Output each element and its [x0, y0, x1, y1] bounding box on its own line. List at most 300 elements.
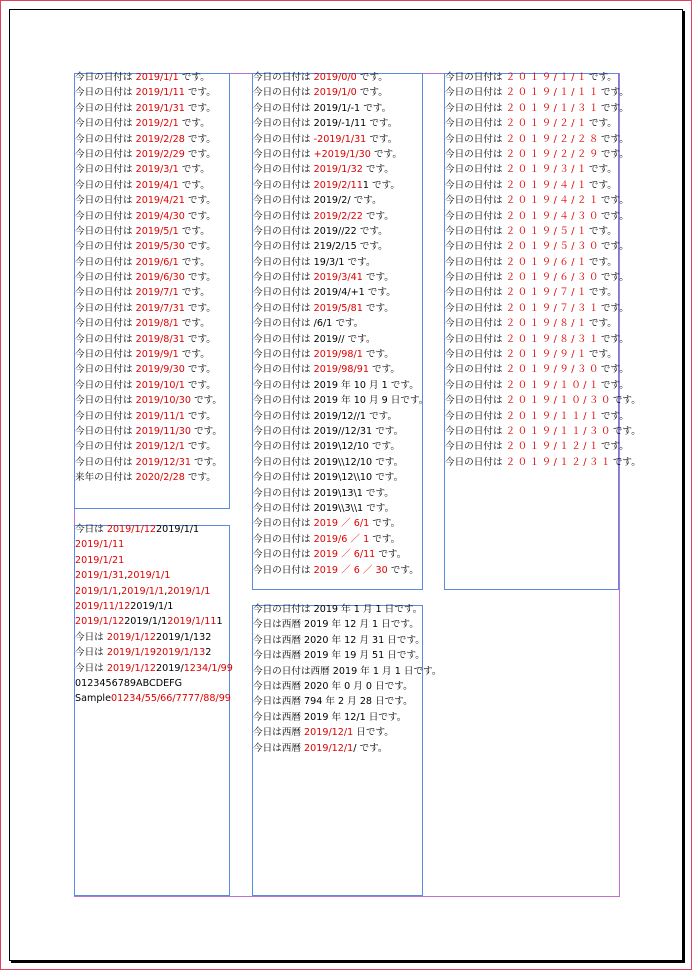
text-line	[75, 393, 222, 408]
text-segment: です。	[600, 410, 629, 422]
text-line	[75, 132, 222, 147]
text-line	[253, 648, 441, 663]
text-line	[75, 285, 222, 300]
text-segment: 2019/2/29	[135, 148, 185, 160]
text-segment: 今日の日付は	[253, 533, 314, 545]
text-line	[253, 532, 428, 547]
text-segment: です。	[588, 72, 617, 83]
text-line	[445, 85, 641, 100]
text-line	[75, 424, 222, 439]
text-segment: です。	[588, 164, 617, 176]
text-segment: 今日の日付は	[445, 349, 506, 361]
text-segment: 今日の日付は	[253, 164, 314, 176]
text-segment: 今日の日付は 2019\12\\10 です。	[253, 472, 404, 484]
text-line	[253, 741, 441, 756]
text-segment: ２０１９/１２/３１	[505, 456, 613, 468]
text-segment: 2019/8/31	[135, 333, 185, 345]
text-line	[75, 147, 222, 162]
text-segment: です。	[588, 179, 617, 191]
text-segment: 今日の日付は	[75, 118, 136, 130]
text-line	[75, 255, 222, 270]
text-line	[445, 116, 641, 131]
text-line	[253, 486, 428, 501]
text-line	[253, 470, 428, 485]
text-segment: です。	[362, 349, 394, 361]
text-segment: です。	[600, 441, 629, 453]
text-segment: 2019/0/0	[313, 72, 357, 83]
text-segment: 2019 ／ 6/11	[313, 549, 376, 561]
text-line	[445, 70, 641, 85]
text-segment: ２０１９/７/１	[505, 287, 589, 299]
text-segment: です。	[600, 133, 629, 145]
text-line	[445, 178, 641, 193]
text-line	[75, 599, 233, 614]
text-line	[75, 362, 222, 377]
text-line	[445, 285, 641, 300]
text-segment: 2	[205, 647, 212, 659]
text-line	[445, 132, 641, 147]
text-segment: 2019/1/1	[127, 570, 171, 582]
text-line	[75, 178, 222, 193]
text-line	[75, 553, 233, 568]
text-segment: 今日の日付は 2019\\3\\1 です。	[253, 502, 395, 514]
text-segment: です。	[369, 518, 401, 530]
text-segment: です。	[178, 256, 210, 268]
text-segment: 2019/1/1	[75, 585, 119, 597]
text-line	[75, 224, 222, 239]
text-segment: 2019/10/30	[135, 395, 191, 407]
text-segment: です。	[184, 472, 216, 484]
text-segment: です。	[184, 133, 216, 145]
text-segment: です。	[600, 272, 629, 284]
text-segment: 今日の日付は	[75, 379, 136, 391]
text-segment: ２０１９/１０/１	[505, 379, 601, 391]
text-segment: 今日の日付は	[253, 518, 314, 530]
text-segment: 今日は西暦	[253, 727, 305, 739]
text-line	[75, 101, 222, 116]
text-line	[253, 694, 441, 709]
text-segment: 今日の日付は西暦 2019 年 1 月 1 日です。	[253, 665, 442, 677]
text-line	[445, 239, 641, 254]
text-line	[445, 393, 641, 408]
text-segment: 2019/1/0	[313, 87, 357, 99]
text-segment: です。	[600, 87, 629, 99]
text-segment: 2019/4/30	[135, 210, 185, 222]
text-line	[253, 409, 428, 424]
text-segment: です。	[600, 302, 629, 314]
text-segment: 2019/1/12	[106, 631, 157, 643]
text-segment: 今日の日付は	[445, 272, 506, 284]
text-segment: 今日の日付は 19/3/1 です。	[253, 256, 376, 268]
text-segment: です。	[184, 379, 216, 391]
text-line	[445, 162, 641, 177]
text-segment: ２０１９/６/１	[505, 256, 589, 268]
text-segment: です。	[612, 425, 641, 437]
text-segment: 今日の日付は	[445, 210, 506, 222]
text-line	[75, 162, 222, 177]
text-segment: 今日の日付は	[445, 364, 506, 376]
text-segment: 2019/4/1	[135, 179, 179, 191]
text-segment: です。	[178, 287, 210, 299]
text-line	[253, 547, 428, 562]
text-line	[445, 439, 641, 454]
text-segment: 今日の日付は 219/2/15 です。	[253, 241, 388, 253]
text-segment: 今日の日付は	[253, 72, 314, 83]
text-segment: です。	[178, 225, 210, 237]
text-line	[75, 70, 222, 85]
text-segment: 今日の日付は	[253, 564, 314, 576]
text-line	[253, 85, 428, 100]
text-segment: 2019/11/12	[75, 600, 131, 612]
text-segment: 今日の日付は 2019\12/10 です。	[253, 441, 400, 453]
text-segment: 2019/1/1	[135, 72, 179, 83]
text-segment: です。	[600, 148, 629, 160]
text-segment: です。	[184, 302, 216, 314]
text-segment: 2019/11/1	[135, 410, 185, 422]
text-segment: ２０１９/１１/３０	[505, 425, 613, 437]
text-line	[253, 270, 428, 285]
text-segment: 今日の日付は 2019/2/ です。	[253, 195, 382, 207]
text-line	[75, 378, 222, 393]
text-segment: 今日の日付は	[445, 302, 506, 314]
text-line	[253, 301, 428, 316]
text-segment: 今日は	[75, 662, 107, 674]
text-segment: 2019/1/132	[156, 631, 212, 643]
text-segment: 今日の日付は	[445, 164, 506, 176]
frame-1-text	[75, 70, 222, 486]
text-line	[445, 378, 641, 393]
text-segment: 今日の日付は	[75, 287, 136, 299]
text-segment: です。	[600, 379, 629, 391]
text-segment: です。	[178, 72, 210, 83]
text-line	[253, 439, 428, 454]
text-line	[253, 455, 428, 470]
text-segment: 今日の日付は	[75, 72, 136, 83]
text-segment: 今日の日付は	[75, 87, 136, 99]
text-segment: です。	[178, 179, 210, 191]
text-line	[75, 209, 222, 224]
text-line	[445, 332, 641, 347]
text-segment: 今日の日付は	[75, 395, 136, 407]
text-segment: ２０１９/２/１	[505, 118, 589, 130]
text-segment: 今日の日付は	[445, 287, 506, 299]
text-segment: 今日の日付は	[445, 148, 506, 160]
text-line	[253, 393, 428, 408]
text-segment: 1	[216, 616, 223, 628]
text-segment: 2019/1/1	[121, 585, 165, 597]
text-segment: です。	[184, 333, 216, 345]
text-segment: 今日の日付は 2019/1/-1 です。	[253, 102, 392, 114]
text-line	[75, 193, 222, 208]
text-line	[75, 409, 222, 424]
text-segment: です。	[190, 425, 222, 437]
text-segment: です。	[184, 195, 216, 207]
text-segment: 今日の日付は	[445, 256, 506, 268]
text-line	[253, 424, 428, 439]
text-segment: です。	[184, 241, 216, 253]
text-segment: です。	[190, 395, 222, 407]
text-line	[253, 563, 428, 578]
text-line	[445, 270, 641, 285]
text-line	[253, 101, 428, 116]
text-segment: です。	[612, 395, 641, 407]
text-segment: です。	[600, 364, 629, 376]
text-segment: Sample	[75, 693, 111, 705]
text-segment: 2019/12/31	[135, 456, 191, 468]
text-line	[253, 332, 428, 347]
text-segment: ２０１９/５/１	[505, 225, 589, 237]
text-segment: です。	[178, 118, 210, 130]
text-segment: です。	[356, 72, 388, 83]
text-segment: 今日の日付は 2019// です。	[253, 333, 376, 345]
text-line	[253, 501, 428, 516]
text-segment: 2019/3/1	[135, 164, 179, 176]
text-segment: ,	[164, 585, 168, 597]
text-line	[75, 347, 222, 362]
text-segment: 2019/5/1	[135, 225, 179, 237]
text-segment: です。	[184, 272, 216, 284]
text-line	[75, 470, 222, 485]
text-segment: 今日の日付は	[75, 302, 136, 314]
text-line	[445, 301, 641, 316]
text-segment: 今日の日付は	[253, 87, 314, 99]
text-segment: 今日の日付は	[75, 179, 136, 191]
text-segment: 今日の日付は	[75, 318, 136, 330]
text-segment: 0123456789ABCDEFG	[75, 677, 183, 689]
text-line	[75, 332, 222, 347]
text-segment: 2019/1/11	[75, 539, 125, 551]
text-segment: 今日の日付は	[75, 456, 136, 468]
frame-4-text	[75, 522, 233, 707]
text-segment: 今日の日付は	[445, 225, 506, 237]
text-line	[445, 347, 641, 362]
text-segment: 今日の日付は	[445, 456, 506, 468]
text-segment: 01234/55/66/7777/88/99	[110, 693, 231, 705]
text-segment: 今日の日付は 2019/12//1 です。	[253, 410, 398, 422]
text-segment: 今日の日付は	[75, 256, 136, 268]
text-line	[75, 270, 222, 285]
frame-5-text	[253, 602, 441, 756]
text-segment: 1 です。	[362, 179, 400, 191]
text-segment: ２０１９/１２/１	[505, 441, 601, 453]
text-line	[253, 316, 428, 331]
text-segment: 2019/5/30	[135, 241, 185, 253]
text-line	[75, 676, 233, 691]
text-segment: 今日の日付は 2019/4/+1 です。	[253, 287, 396, 299]
text-line	[253, 378, 428, 393]
text-segment: 今日の日付は	[445, 395, 506, 407]
text-segment: 2019/2/28	[135, 133, 185, 145]
text-segment: 今日の日付は	[253, 210, 314, 222]
text-line	[445, 101, 641, 116]
text-segment: 2019/1/13	[156, 647, 206, 659]
text-line	[75, 691, 233, 706]
text-segment: 日です。	[353, 727, 394, 739]
text-segment: 2019/1/1	[124, 616, 168, 628]
text-line	[253, 710, 441, 725]
frame-3-text	[445, 70, 641, 470]
text-segment: です。	[375, 549, 407, 561]
text-line	[75, 239, 222, 254]
text-segment: です。	[387, 564, 419, 576]
text-segment: -2019/1/31	[313, 133, 367, 145]
text-segment: 2019/3/41	[313, 272, 363, 284]
text-segment: です。	[368, 364, 400, 376]
text-segment: 今日の日付は	[75, 441, 136, 453]
text-segment: 今日は西暦	[253, 742, 305, 754]
text-segment: 2019/11/30	[135, 425, 191, 437]
text-segment: 2019/12/1	[304, 742, 354, 754]
text-line	[253, 162, 428, 177]
text-segment: ２０１９/５/３０	[505, 241, 601, 253]
text-segment: 今日の日付は	[253, 272, 314, 284]
text-segment: ２０１９/７/３１	[505, 302, 601, 314]
text-line	[253, 516, 428, 531]
text-segment: 2019/2/22	[313, 210, 363, 222]
text-segment: です。	[184, 87, 216, 99]
text-line	[75, 614, 233, 629]
text-segment: 今日の日付は	[75, 102, 136, 114]
text-segment: です。	[588, 287, 617, 299]
text-segment: 2019/98/1	[313, 349, 363, 361]
text-segment: 今日は西暦 2020 年 0 月 0 日です。	[253, 680, 413, 692]
text-line	[75, 661, 233, 676]
text-line	[75, 116, 222, 131]
text-line	[445, 455, 641, 470]
text-segment: 2019/1/1	[156, 524, 200, 535]
text-segment: 今日は西暦 2019 年 12 月 1 日です。	[253, 619, 419, 631]
text-line	[253, 209, 428, 224]
text-line	[445, 193, 641, 208]
text-line	[445, 424, 641, 439]
text-segment: です。	[588, 225, 617, 237]
text-line	[445, 147, 641, 162]
text-segment: ２０１９/４/１	[505, 179, 589, 191]
text-segment: 今日は西暦 2020 年 12 月 31 日です。	[253, 634, 425, 646]
text-segment: です。	[370, 148, 402, 160]
text-segment: 来年の日付は	[75, 472, 136, 484]
text-line	[253, 132, 428, 147]
text-segment: 今日の日付は 2019 年 10 月 9 日です。	[253, 395, 429, 407]
text-segment: 今日の日付は	[75, 272, 136, 284]
text-segment: 今日の日付は	[75, 364, 136, 376]
text-line	[75, 568, 233, 583]
text-segment: 今日の日付は	[445, 410, 506, 422]
text-segment: 2019/1/31	[135, 102, 185, 114]
text-segment: 今日の日付は	[445, 441, 506, 453]
text-line	[445, 255, 641, 270]
text-segment: 今日の日付は	[445, 425, 506, 437]
text-line	[75, 301, 222, 316]
text-line	[75, 455, 222, 470]
text-segment: 今日の日付は	[253, 549, 314, 561]
text-segment: 2019/	[156, 662, 184, 674]
text-segment: 今日は西暦 794 年 2 月 28 日です。	[253, 696, 413, 708]
text-segment: 2019/12/1	[135, 441, 185, 453]
text-segment: 2019/12/1	[304, 727, 354, 739]
text-segment: 今日の日付は	[75, 164, 136, 176]
text-segment: ２０１９/６/３０	[505, 272, 601, 284]
text-line	[253, 347, 428, 362]
text-line	[253, 147, 428, 162]
text-segment: 今日の日付は	[253, 179, 314, 191]
text-segment: 2019/5/81	[313, 302, 363, 314]
text-line	[75, 85, 222, 100]
text-line	[253, 725, 441, 740]
text-segment: 2019/2/1	[135, 118, 179, 130]
text-segment: 1234/1/99	[183, 662, 233, 674]
text-segment: 2019/1/12	[106, 662, 157, 674]
text-segment: 今日の日付は 2019/-1/11 です。	[253, 118, 398, 130]
text-segment: です。	[190, 456, 222, 468]
text-segment: 2019/1/21	[75, 554, 125, 566]
text-segment: です。	[369, 533, 401, 545]
text-segment: ,	[124, 570, 128, 582]
text-segment: 2019/98/91	[313, 364, 369, 376]
text-segment: ２０１９/４/３０	[505, 210, 601, 222]
text-line	[253, 239, 428, 254]
text-segment: 2019/1/12	[75, 616, 125, 628]
text-segment: 2019 ／ 6 ／ 30	[313, 564, 388, 576]
text-segment: ２０１９/９/３０	[505, 364, 601, 376]
text-segment: です。	[184, 441, 216, 453]
text-line	[253, 362, 428, 377]
text-segment: ２０１９/１０/３０	[505, 395, 613, 407]
text-line	[445, 316, 641, 331]
text-segment: 今日の日付は	[75, 349, 136, 361]
text-segment: ２０１９/８/３１	[505, 333, 601, 345]
text-segment: 2019/2/11	[313, 179, 363, 191]
text-line	[75, 584, 233, 599]
text-segment: 2019/6/30	[135, 272, 185, 284]
text-line	[75, 645, 233, 660]
text-segment: 今日の日付は	[445, 241, 506, 253]
text-segment: 2019/6/1	[135, 256, 179, 268]
text-segment: です。	[362, 272, 394, 284]
text-segment: ２０１９/１/３１	[505, 102, 601, 114]
text-segment: 今日の日付は	[445, 133, 506, 145]
text-segment: です。	[366, 133, 398, 145]
text-segment: 今日の日付は	[75, 241, 136, 253]
text-line	[253, 255, 428, 270]
text-segment: 今日は西暦 2019 年 12/1 日です。	[253, 711, 407, 723]
text-line	[253, 224, 428, 239]
text-segment: 今日は	[75, 631, 107, 643]
text-segment: ２０１９/４/２１	[505, 195, 601, 207]
text-segment: 今日の日付は 2019 年 1 月 1 日です。	[253, 604, 423, 615]
text-segment: です。	[600, 195, 629, 207]
text-segment: 今日の日付は	[253, 148, 314, 160]
text-segment: 今日の日付は	[445, 72, 506, 83]
text-segment: 今日の日付は	[75, 195, 136, 207]
text-line	[253, 617, 441, 632]
text-segment: 今日の日付は	[75, 210, 136, 222]
text-segment: 2019/7/1	[135, 287, 179, 299]
text-segment: です。	[178, 318, 210, 330]
text-segment: です。	[588, 318, 617, 330]
text-line	[253, 193, 428, 208]
text-segment: ２０１９/３/１	[505, 164, 589, 176]
text-segment: 今日の日付は	[75, 148, 136, 160]
text-segment: 今日は	[75, 524, 107, 535]
text-segment: です。	[184, 210, 216, 222]
text-segment: です。	[612, 456, 641, 468]
text-segment: 今日の日付は /6/1 です。	[253, 318, 364, 330]
text-segment: です。	[362, 302, 394, 314]
frame-2-text	[253, 70, 428, 578]
text-segment: ２０１９/２/２９	[505, 148, 601, 160]
text-segment: 今日の日付は 2019\13\1 です。	[253, 487, 394, 499]
